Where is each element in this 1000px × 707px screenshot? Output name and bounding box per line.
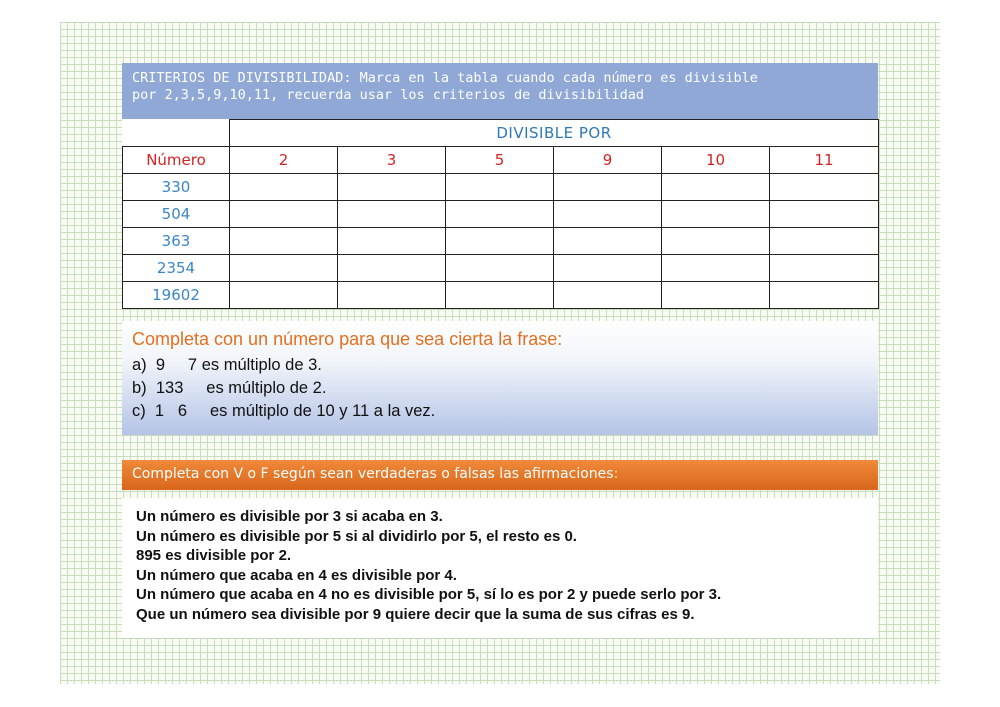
mark-cell[interactable]: [230, 174, 338, 201]
mark-cell[interactable]: [554, 174, 662, 201]
mark-cell[interactable]: [554, 255, 662, 282]
table-corner-cell: [123, 120, 230, 147]
mark-cell[interactable]: [230, 282, 338, 309]
number-cell: 363: [123, 228, 230, 255]
list-item: Un número que acaba en 4 es divisible por 4.: [136, 566, 457, 584]
table-group-header-row: [123, 120, 879, 147]
mark-cell[interactable]: [662, 174, 770, 201]
mark-cell[interactable]: [770, 228, 879, 255]
list-item: Un número es divisible por 5 si al dividirlo por 5, el resto es 0.: [136, 527, 577, 545]
mark-cell[interactable]: [446, 282, 554, 309]
mark-cell[interactable]: [338, 228, 446, 255]
mark-cell[interactable]: [446, 201, 554, 228]
divisible-por-header: DIVISIBLE POR: [230, 120, 879, 147]
number-cell: 2354: [123, 255, 230, 282]
mark-cell[interactable]: [230, 255, 338, 282]
divisibility-table: [122, 119, 879, 309]
mark-cell[interactable]: [662, 228, 770, 255]
number-cell: 504: [123, 201, 230, 228]
number-cell: 19602: [123, 282, 230, 309]
complete-item-b: b) 133 es múltiplo de 2.: [132, 379, 327, 397]
divisor-header: 3: [338, 147, 446, 174]
complete-number-section: [122, 321, 878, 435]
mark-cell[interactable]: [770, 201, 879, 228]
vf-statements: [122, 498, 878, 638]
header-line-1: CRITERIOS DE DIVISIBILIDAD: Marca en la tabla cuando cada número es divisible: [132, 70, 758, 86]
mark-cell[interactable]: [554, 228, 662, 255]
mark-cell[interactable]: [338, 282, 446, 309]
divisor-header: 5: [446, 147, 554, 174]
divisor-header: 11: [770, 147, 879, 174]
table-row: [123, 174, 879, 201]
complete-item-c: c) 1 6 es múltiplo de 10 y 11 a la vez.: [132, 402, 436, 420]
mark-cell[interactable]: [338, 174, 446, 201]
mark-cell[interactable]: [770, 174, 879, 201]
mark-cell[interactable]: [230, 228, 338, 255]
list-item: Un número que acaba en 4 no es divisible por 5, sí lo es por 2 y puede serlo por 3.: [136, 586, 722, 603]
vf-title: Completa con V o F según sean verdaderas o falsas las afirmaciones: [132, 466, 614, 482]
divisor-header: 9: [554, 147, 662, 174]
complete-title: Completa con un número para que sea cierta la frase:: [132, 329, 563, 349]
mark-cell[interactable]: [770, 255, 879, 282]
mark-cell[interactable]: [446, 255, 554, 282]
mark-cell[interactable]: [770, 282, 879, 309]
complete-item-a: a) 9 7 es múltiplo de 3.: [132, 356, 322, 374]
numero-header: Número: [123, 147, 230, 174]
list-item: Que un número sea divisible por 9 quiere decir que la suma de sus cifras es 9.: [136, 605, 695, 623]
table-row: [123, 201, 879, 228]
mark-cell[interactable]: [662, 282, 770, 309]
mark-cell[interactable]: [554, 201, 662, 228]
list-item: Un número es divisible por 3 si acaba en 3.: [136, 508, 443, 525]
mark-cell[interactable]: [338, 255, 446, 282]
table-row: [123, 282, 879, 309]
vf-title-colon: :: [613, 466, 619, 482]
vf-header: [122, 460, 878, 490]
mark-cell[interactable]: [446, 228, 554, 255]
instructions-header: [122, 63, 878, 119]
mark-cell[interactable]: [338, 201, 446, 228]
divisor-header: 2: [230, 147, 338, 174]
mark-cell[interactable]: [230, 201, 338, 228]
number-cell: 330: [123, 174, 230, 201]
mark-cell[interactable]: [446, 174, 554, 201]
table-header-row: [123, 147, 879, 174]
divisor-header: 10: [662, 147, 770, 174]
mark-cell[interactable]: [662, 201, 770, 228]
table-row: [123, 255, 879, 282]
mark-cell[interactable]: [662, 255, 770, 282]
header-line-2: por 2,3,5,9,10,11, recuerda usar los criterios de divisibilidad: [132, 87, 645, 103]
mark-cell[interactable]: [554, 282, 662, 309]
table-row: [123, 228, 879, 255]
list-item: 895 es divisible por 2.: [136, 547, 292, 564]
